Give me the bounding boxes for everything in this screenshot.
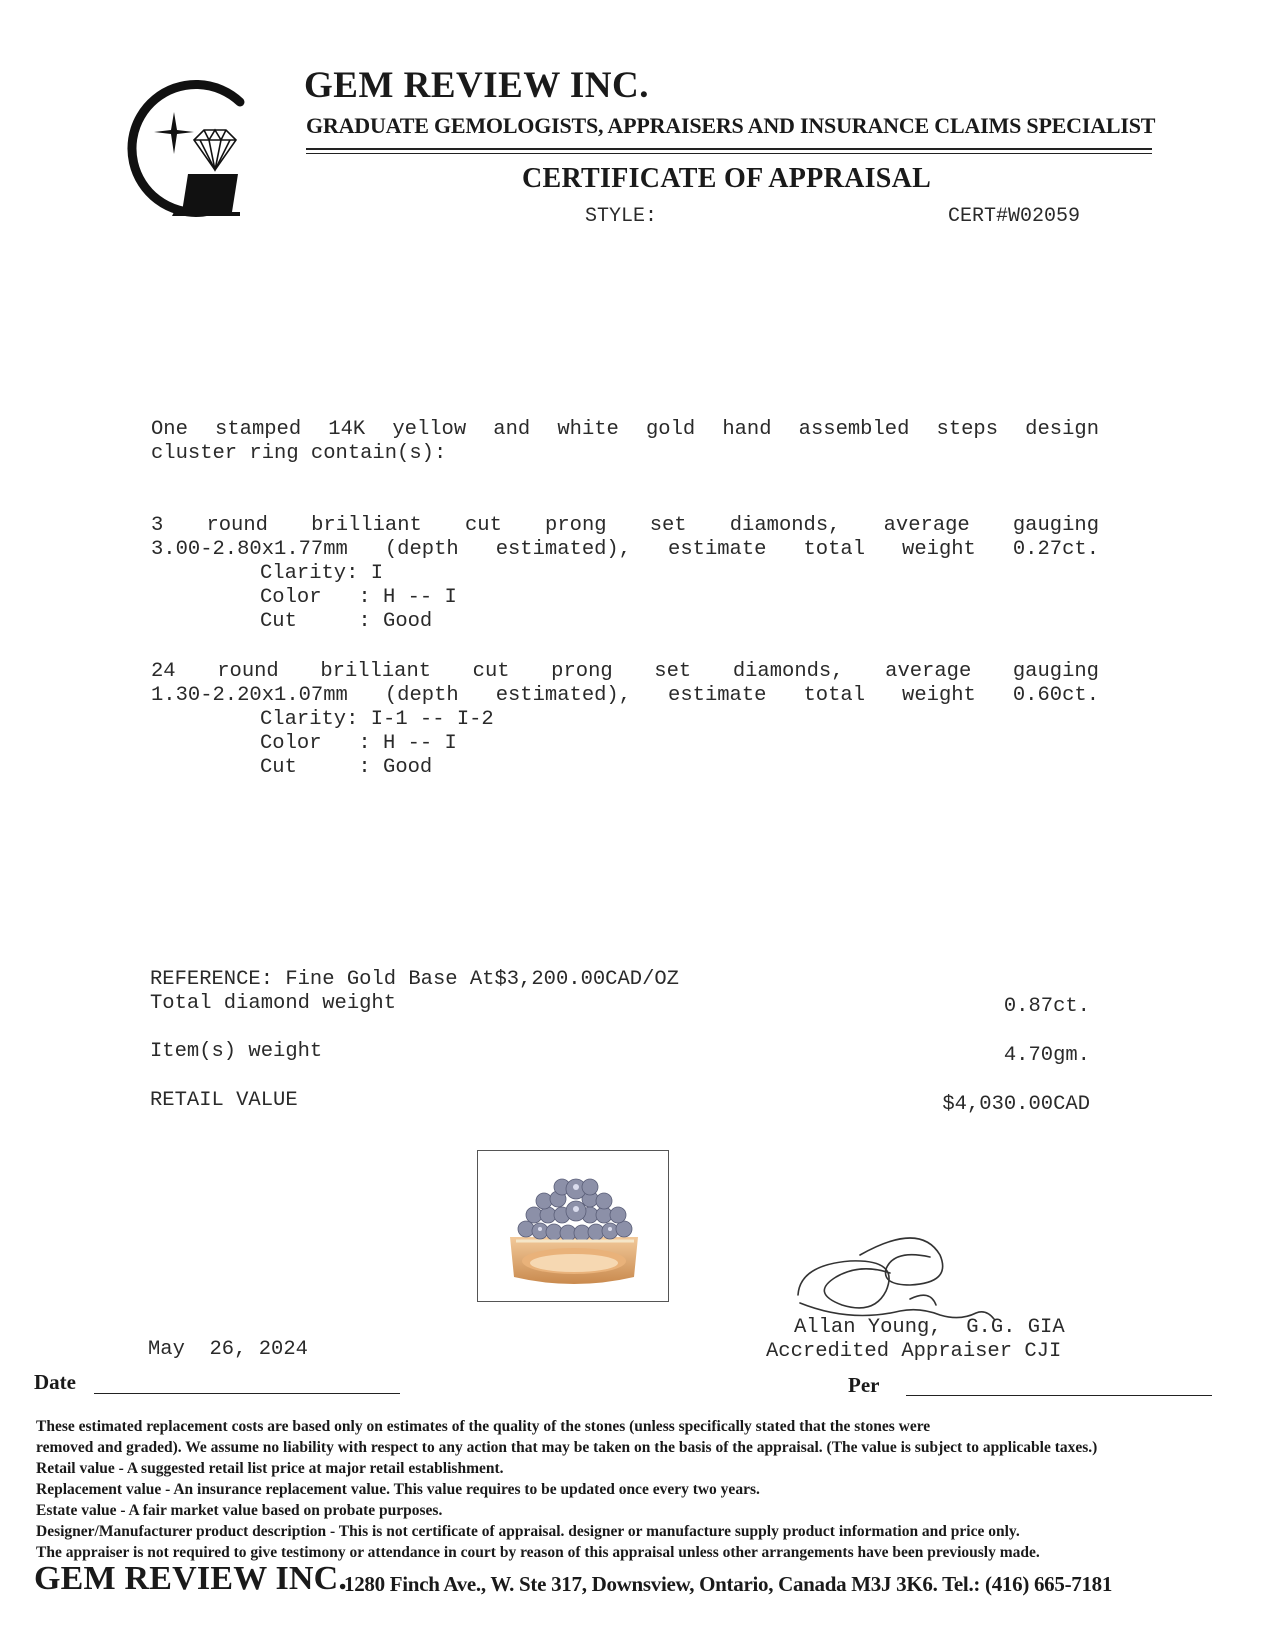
disclaimer-line-3: Retail value - A suggested retail list price at major retail establishment.: [36, 1460, 504, 1477]
appraiser-name: Allan Young, G.G. GIA: [794, 1316, 1065, 1339]
retail-value-label: RETAIL VALUE: [150, 1089, 298, 1112]
disclaimer-line-5: Estate value - A fair market value based on probate purposes.: [36, 1502, 443, 1519]
certificate-title: CERTIFICATE OF APPRAISAL: [522, 163, 932, 194]
description-line-1: One stamped 14K yellow and white gold hand assembled steps design: [151, 418, 1099, 441]
stone-2-line-1: 24 round brilliant cut prong set diamonds, average gauging: [151, 660, 1099, 683]
disclaimer-line-6: Designer/Manufacturer product description - This is not certificate of appraisal. designer or manufacture supply product information and price only.: [36, 1523, 1020, 1540]
disclaimer-line-1: These estimated replacement costs are based only on estimates of the quality of the stones (unless specifically stated that the stones were: [36, 1418, 931, 1435]
per-label: Per: [848, 1373, 880, 1397]
disclaimer-line-4: Replacement value - An insurance replacement value. This value requires to be updated once every two years.: [36, 1481, 760, 1498]
style-label: STYLE:: [585, 205, 658, 228]
company-subtitle: GRADUATE GEMOLOGISTS, APPRAISERS AND INSURANCE CLAIMS SPECIALIST: [306, 113, 1156, 138]
cert-number: CERT#W02059: [948, 205, 1081, 228]
stone-2-cut: Cut : Good: [260, 756, 433, 779]
per-line: [906, 1395, 1212, 1396]
company-name: GEM REVIEW INC.: [304, 65, 649, 106]
diamond-weight-label: Total diamond weight: [150, 992, 397, 1015]
date-label: Date: [34, 1370, 76, 1394]
header-rule: [306, 148, 1152, 150]
header-rule-thin: [306, 153, 1152, 154]
diamond-weight-value: 0.87ct.: [1003, 995, 1090, 1018]
ring-photo: [477, 1150, 669, 1302]
date-value: May 26, 2024: [148, 1338, 308, 1361]
stone-2-clarity: Clarity: I-1 -- I-2: [260, 708, 494, 731]
footer-company: GEM REVIEW INC.: [34, 1560, 348, 1597]
item-weight-label: Item(s) weight: [150, 1040, 323, 1063]
logo-graphic: [112, 74, 252, 224]
appraiser-title: Accredited Appraiser CJI: [766, 1340, 1062, 1363]
stone-2-line-2: 1.30-2.20x1.07mm (depth estimated), estimate total weight 0.60ct.: [151, 684, 1099, 707]
stone-1-cut: Cut : Good: [260, 610, 433, 633]
retail-value-amount: $4,030.00CAD: [942, 1093, 1090, 1116]
reference-line: REFERENCE: Fine Gold Base At$3,200.00CAD/OZ: [150, 968, 679, 991]
company-logo: [112, 74, 252, 224]
disclaimer-line-2: removed and graded). We assume no liability with respect to any action that may be taken on the basis of the appraisal. (The value is subject to applicable taxes.): [36, 1439, 1098, 1456]
stone-1-line-2: 3.00-2.80x1.77mm (depth estimated), estimate total weight 0.27ct.: [151, 538, 1099, 561]
disclaimer-line-7: The appraiser is not required to give testimony or attendance in court by reason of this appraisal unless other arrangements have been previously made.: [36, 1544, 1040, 1561]
stone-1-clarity: Clarity: I: [260, 562, 384, 585]
item-weight-value: 4.70gm.: [1003, 1044, 1090, 1067]
footer-address: 1280 Finch Ave., W. Ste 317, Downsview, Ontario, Canada M3J 3K6. Tel.: (416) 665-7181: [344, 1572, 1113, 1596]
description-line-2: cluster ring contain(s):: [151, 442, 447, 465]
stone-2-color: Color : H -- I: [260, 732, 457, 755]
ring-graphic: [478, 1151, 668, 1301]
stone-1-color: Color : H -- I: [260, 586, 457, 609]
date-line: [94, 1393, 400, 1394]
stone-1-line-1: 3 round brilliant cut prong set diamonds, average gauging: [151, 514, 1099, 537]
